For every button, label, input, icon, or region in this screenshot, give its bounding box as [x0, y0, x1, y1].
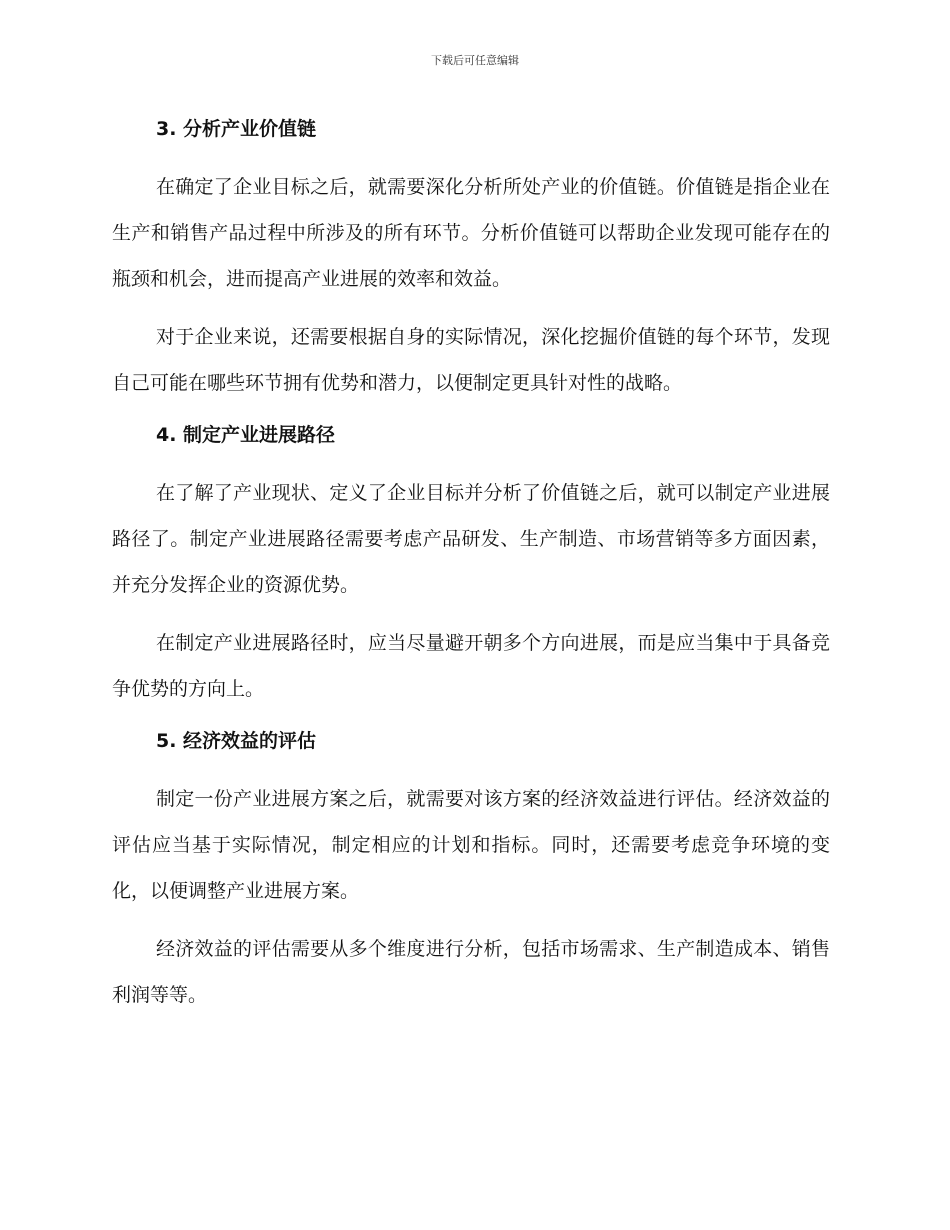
section-heading-4: 4. 制定产业进展路径 — [156, 424, 336, 446]
paragraph: 经济效益的评估需要从多个维度进行分析，包括市场需求、生产制造成本、销售利润等等。 — [112, 938, 830, 1006]
paragraph: 对于企业来说，还需要根据自身的实际情况，深化挖掘价值链的每个环节，发现自己可能在哪些环节拥有优势和潜力，以便制定更具针对性的战略。 — [112, 326, 830, 394]
paragraph: 制定一份产业进展方案之后，就需要对该方案的经济效益进行评估。经济效益的评估应当基于实际情况，制定相应的计划和指标。同时，还需要考虑竞争环境的变化，以便调整产业进展方案。 — [112, 788, 830, 902]
paragraph: 在制定产业进展路径时，应当尽量避开朝多个方向进展，而是应当集中于具备竞争优势的方向上。 — [112, 632, 830, 700]
document-body — [112, 112, 830, 1018]
section-heading-3: 3. 分析产业价值链 — [156, 118, 317, 140]
section-heading-5: 5. 经济效益的评估 — [156, 730, 317, 752]
paragraph: 在了解了产业现状、定义了企业目标并分析了价值链之后，就可以制定产业进展路径了。制定产业进展路径需要考虑产品研发、生产制造、市场营销等多方面因素，并充分发挥企业的资源优势。 — [112, 482, 830, 596]
paragraph: 在确定了企业目标之后，就需要深化分析所处产业的价值链。价值链是指企业在生产和销售产品过程中所涉及的所有环节。分析价值链可以帮助企业发现可能存在的瓶颈和机会，进而提高产业进展的效率和效益。 — [112, 176, 830, 290]
page-header: 下载后可任意编辑 — [431, 54, 519, 67]
